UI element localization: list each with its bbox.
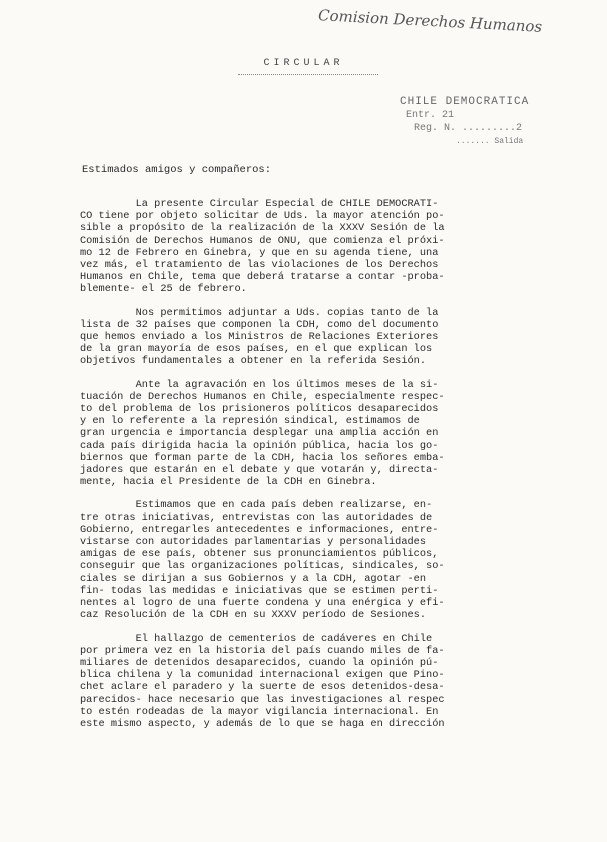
text-line: La presente Circular Especial de CHILE DEMOCRATI- [80, 198, 439, 210]
text-line: gran urgencia e importancia desplegar una amplia acción en [80, 427, 439, 440]
text-line: chet aclare el paradero y la suerte de esos detenidos-desa- [80, 681, 445, 694]
text-line: blica chilena y la comunidad internacional exigen que Pino- [80, 669, 445, 682]
stamp-title: CHILE DEMOCRATICA [400, 96, 530, 108]
paragraph [80, 307, 520, 368]
text-line: parecidos- hace necesario que las investigaciones al respec [80, 693, 445, 706]
text-line: amigas de ese país, obtener sus pronunciamientos públicos, [80, 548, 439, 561]
text-line: vez más, el tratamiento de las violaciones de los Derechos [80, 259, 439, 272]
text-line: mo 12 de Febrero en Ginebra, y que en su agenda tiene, una [80, 246, 439, 259]
text-line: El hallazgo de cementerios de cadáveres en Chile [80, 632, 433, 645]
stamp-register-number: Reg. N. .........2 [414, 123, 523, 134]
text-line: por primera vez en la historia del país cuando miles de fa- [80, 644, 445, 657]
paragraph [80, 198, 520, 296]
text-line: de la gran mayoría de esos países, en el que explican los [80, 343, 433, 356]
text-line: Estimamos que en cada país deben realizarse, en- [80, 499, 433, 512]
letter-body [80, 198, 520, 741]
document-heading: CIRCULAR [263, 58, 344, 69]
text-line: ciales se dirijan a sus Gobiernos y a la CDH, agotar -en [80, 572, 427, 585]
received-stamp [400, 96, 550, 148]
text-line: tuación de Derechos Humanos en Chile, especialmente respec- [80, 390, 445, 403]
handwritten-note: Comision Derechos Humanos [317, 6, 543, 36]
text-line: sible a propósito de la realización de la XXXV Sesión de la [80, 222, 445, 235]
text-line: Comisión de Derechos Humanos de ONU, que comienza el próxi- [80, 234, 445, 247]
paragraph [80, 499, 520, 621]
text-line: lista de 32 países que componen la CDH, como del documento [80, 318, 439, 331]
text-line: nentes al logro de una fuerte condena y una enérgica y efi- [80, 597, 445, 610]
greeting: Estimados amigos y compañeros: [82, 164, 272, 176]
text-line: to estén rodeadas de la mayor vigilancia internacional. En [80, 705, 439, 718]
text-line: y en lo referente a la represión sindical, estimamos de [80, 415, 420, 428]
text-line: biernos que forman parte de la CDH, hacia los señores emba- [80, 451, 445, 464]
text-line: Gobierno, entregarles antecedentes e informaciones, entre- [80, 523, 439, 536]
text-line: caz Resolución de la CDH en su XXXV período de Sesiones. [80, 609, 427, 622]
text-line: fin- todas las medidas e iniciativas que se estimen perti- [80, 584, 439, 597]
text-line: conseguir que las organizaciones políticas, sindicales, so- [80, 560, 445, 573]
paragraph [80, 633, 520, 731]
text-line: Ante la agravación en los últimos meses de la si- [80, 378, 439, 391]
text-line: vistarse con autoridades parlamentarias y personalidades [80, 536, 427, 549]
text-line: to del problema de los prisioneros políticos desaparecidos [80, 403, 439, 416]
text-line: jadores que estarán en el debate y que votarán y, directa- [80, 464, 439, 477]
heading-underline [238, 74, 378, 76]
paragraph [80, 379, 520, 489]
text-line: que hemos enviado a los Ministros de Relaciones Exteriores [80, 331, 439, 344]
stamp-entry-date: Entr. 21 [406, 110, 455, 121]
text-line: blemente- el 25 de febrero. [80, 283, 247, 296]
text-line: miliares de detenidos desaparecidos, cuando la opinión pú- [80, 656, 439, 669]
text-line: tre otras iniciativas, entrevistas con las autoridades de [80, 511, 433, 524]
text-line: CO tiene por objeto solicitar de Uds. la mayor atención po- [80, 210, 445, 223]
text-line: Nos permitimos adjuntar a Uds. copias tanto de la [80, 306, 439, 319]
text-line: Humanos en Chile, tema que deberá tratarse a contar -proba- [80, 271, 445, 284]
text-line: mente, hacia el Presidente de la CDH en Ginebra. [80, 476, 377, 489]
text-line: objetivos fundamentales a obtener en la referida Sesión. [80, 355, 427, 368]
stamp-exit: ....... Salida [456, 137, 524, 146]
text-line: este mismo aspecto, y además de lo que se haga en dirección [80, 717, 445, 730]
text-line: cada país dirigida hacia la opinión pública, hacia los go- [80, 439, 439, 452]
